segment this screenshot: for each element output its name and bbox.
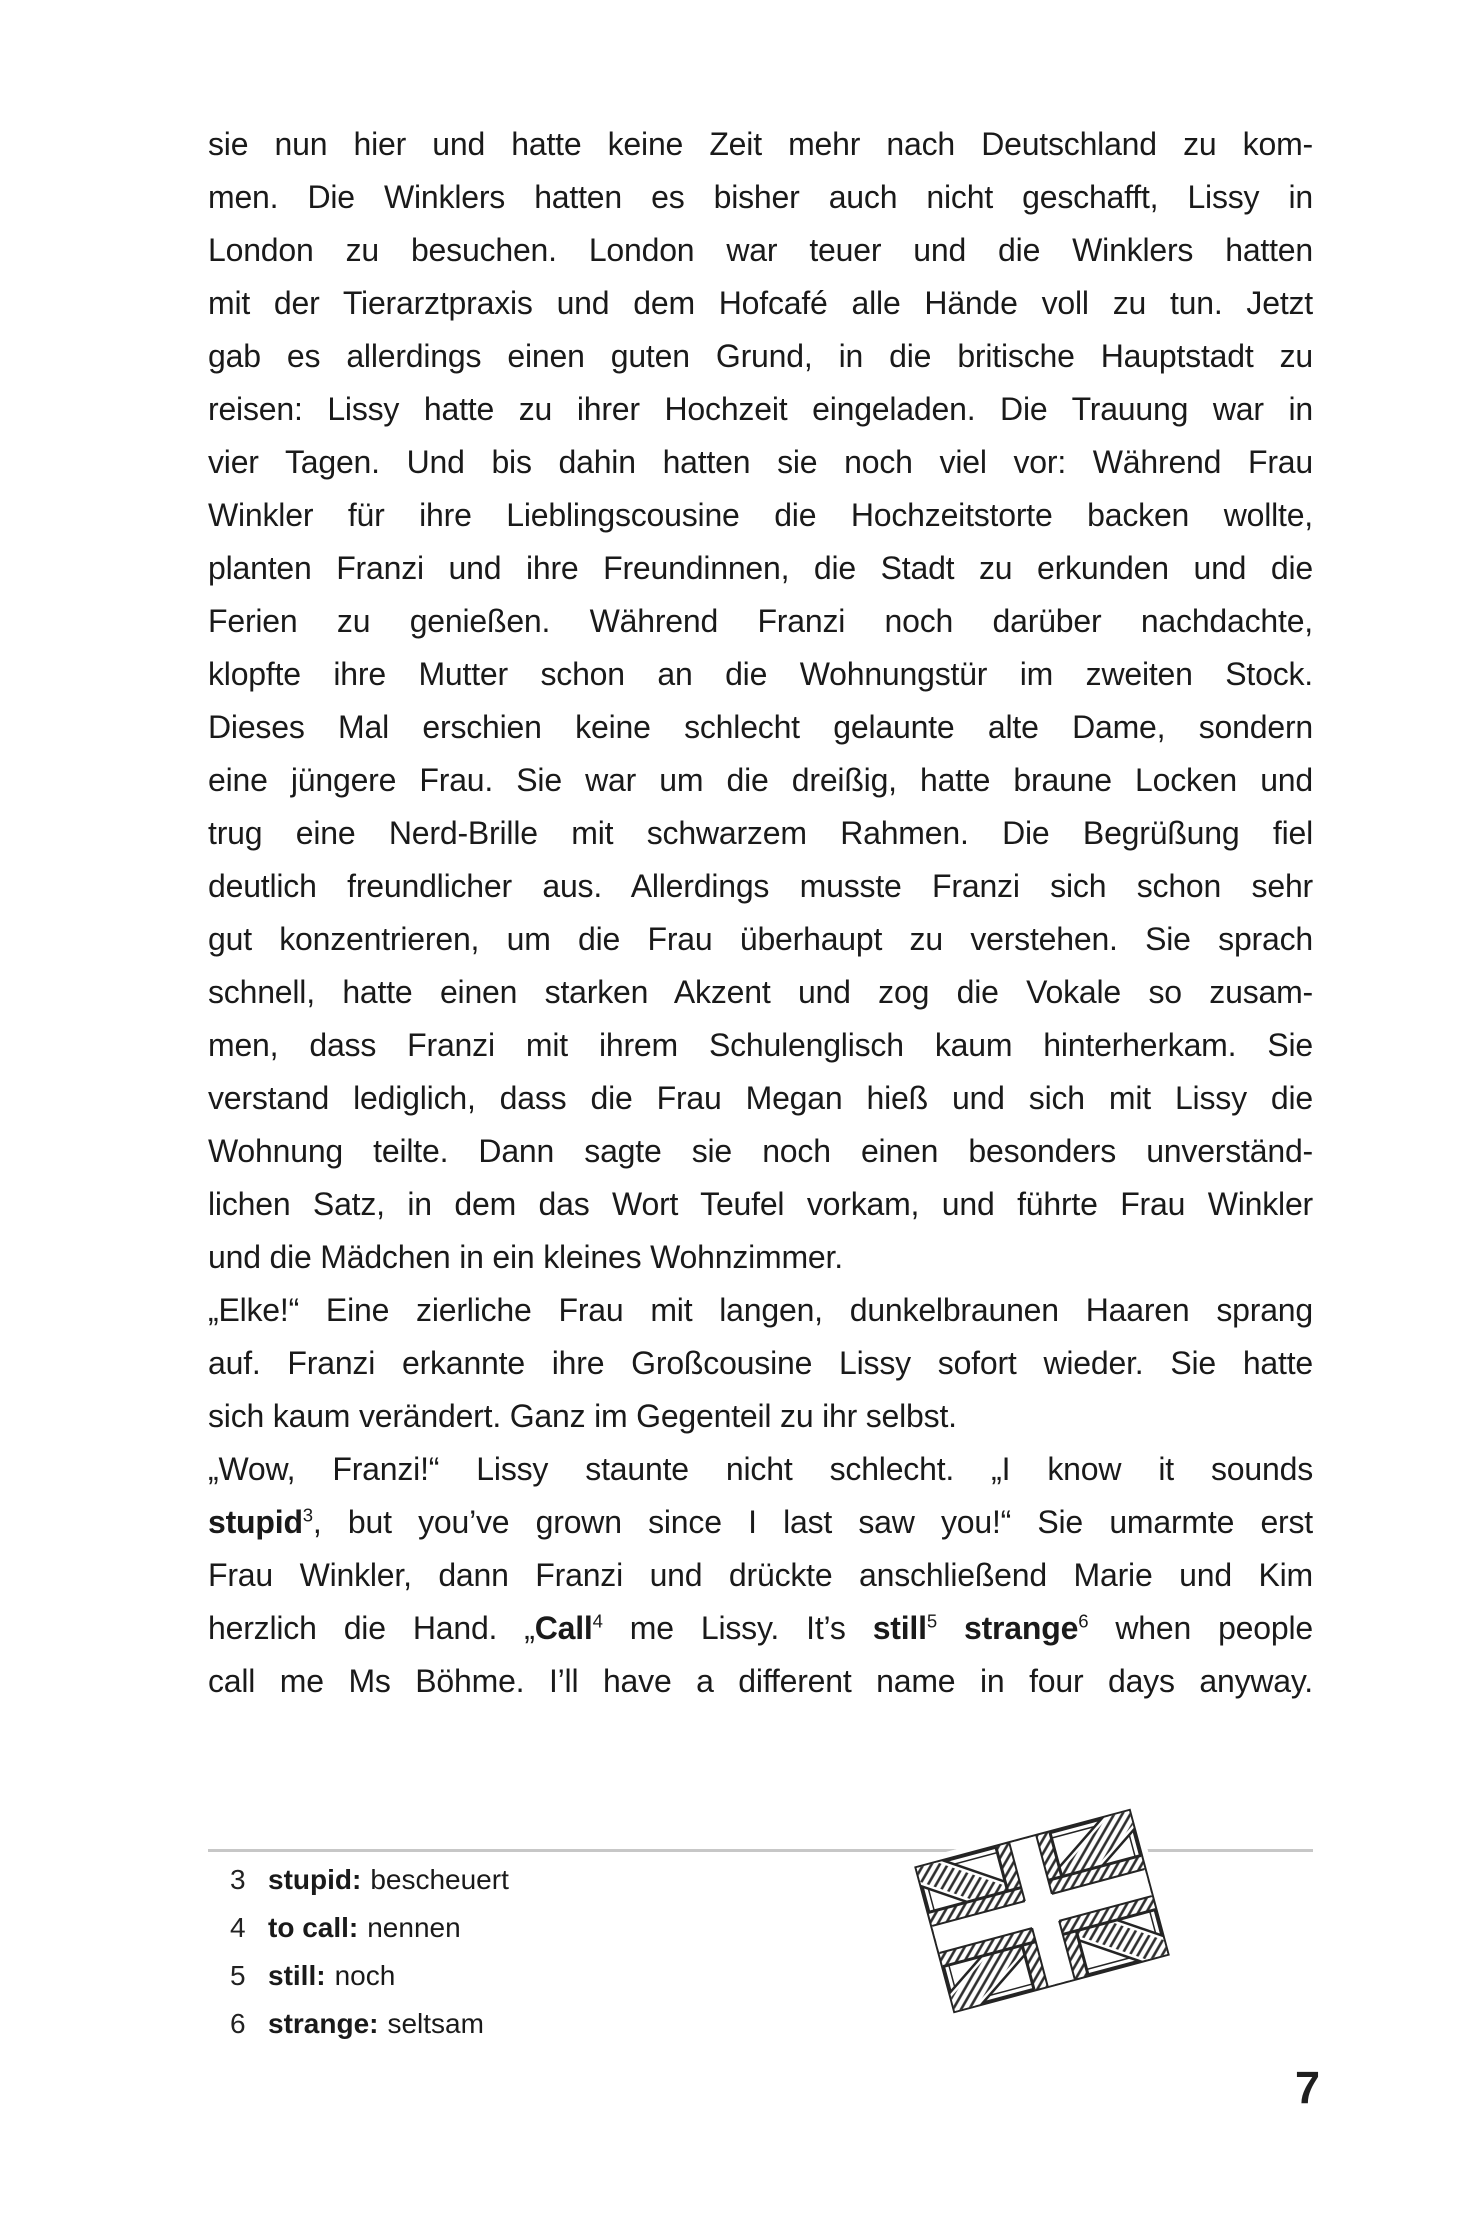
footnote-reference: 5 [926,1610,937,1632]
body-text-segment: men. Die Winklers hatten es bisher auch nicht geschafft, Lissy in [208,179,1313,215]
body-text-segment: London zu besuchen. London war teuer und die Winklers hatten [208,232,1313,268]
body-line [208,330,1313,383]
body-text-segment: mit der Tierarztpraxis und dem Hofcafé alle Hände voll zu tun. Jetzt [208,285,1313,321]
footnote-translation: nennen [367,1912,461,1943]
body-text-segment: „Wow, Franzi!“ Lissy staunte nicht schlecht. „I know it sounds [208,1451,1313,1487]
footnote-term: stupid: [268,1864,362,1895]
footnote-row [208,1952,968,2000]
body-text-segment: Dieses Mal erschien keine schlecht gelaunte alte Dame, sondern [208,709,1313,745]
body-text-segment: Call [534,1610,593,1646]
body-text [208,118,1313,1708]
footnotes [208,1856,968,2048]
body-text-segment: sie nun hier und hatte keine Zeit mehr nach Deutschland zu kom- [208,126,1313,162]
body-line [208,1496,1313,1549]
body-line [208,1549,1313,1602]
body-line [208,966,1313,1019]
body-line [208,1125,1313,1178]
body-line [208,171,1313,224]
body-text-segment: lichen Satz, in dem das Wort Teufel vorkam, und führte Frau Winkler [208,1186,1313,1222]
body-line [208,489,1313,542]
body-text-segment: strange [936,1610,1079,1646]
union-jack-flag [907,1801,1177,2020]
body-line [208,1337,1313,1390]
body-line [208,1284,1313,1337]
body-text-segment: Winkler für ihre Lieblingscousine die Hochzeitstorte backen wollte, [208,497,1313,533]
body-line [208,701,1313,754]
footnote-translation: bescheuert [370,1864,509,1895]
body-text-segment: sich kaum verändert. Ganz im Gegenteil zu ihr selbst. [208,1398,957,1434]
footnote-row [208,2000,968,2048]
body-line [208,383,1313,436]
footnote-reference: 3 [302,1504,313,1526]
footnote-number: 5 [230,1960,246,1991]
body-text-segment: eine jüngere Frau. Sie war um die dreißig, hatte braune Locken und [208,762,1313,798]
footnote-number: 6 [230,2008,246,2039]
union-jack-flag-icon [907,1801,1177,2020]
body-text-segment: gut konzentrieren, um die Frau überhaupt zu verstehen. Sie sprach [208,921,1313,957]
footnote-row [208,1856,968,1904]
body-line [208,1390,1313,1443]
body-text-segment: trug eine Nerd-Brille mit schwarzem Rahmen. Die Begrüßung fiel [208,815,1313,851]
body-text-segment: planten Franzi und ihre Freundinnen, die Stadt zu erkunden und die [208,550,1313,586]
body-line [208,1443,1313,1496]
body-text-segment: gab es allerdings einen guten Grund, in die britische Hauptstadt zu [208,338,1313,374]
footnote-term: to call: [268,1912,359,1943]
body-text-segment: , but you’ve grown since I last saw you!“ Sie umarmte erst [312,1504,1313,1540]
footnote-row [208,1904,968,1952]
page-number: 7 [1294,2062,1320,2113]
body-line [208,860,1313,913]
footnote-translation: seltsam [387,2008,484,2039]
body-text-segment: Ferien zu genießen. Während Franzi noch darüber nachdachte, [208,603,1313,639]
body-line [208,1178,1313,1231]
footnote-term: strange: [268,2008,379,2039]
body-line [208,913,1313,966]
body-text-segment: schnell, hatte einen starken Akzent und zog die Vokale so zusam- [208,974,1313,1010]
body-text-segment: und die Mädchen in ein kleines Wohnzimmer. [208,1239,843,1275]
body-line [208,807,1313,860]
body-text-segment: me Lissy. It’s [602,1610,873,1646]
footnote-number: 3 [230,1864,246,1895]
footnote-term: still: [268,1960,326,1991]
body-line [208,1072,1313,1125]
body-line [208,754,1313,807]
body-line [208,277,1313,330]
body-text-segment: herzlich die Hand. „ [208,1610,535,1646]
body-text-segment: vier Tagen. Und bis dahin hatten sie noch viel vor: Während Frau [208,444,1313,480]
body-text-segment: „Elke!“ Eine zierliche Frau mit langen, dunkelbraunen Haaren sprang [208,1292,1313,1328]
footnote-reference: 6 [1078,1610,1089,1632]
body-line [208,224,1313,277]
body-text-segment: klopfte ihre Mutter schon an die Wohnungstür im zweiten Stock. [208,656,1313,692]
footnote-number: 4 [230,1912,246,1943]
body-line [208,1231,1313,1284]
body-text-segment: deutlich freundlicher aus. Allerdings musste Franzi sich schon sehr [208,868,1313,904]
body-text-segment: still [872,1610,927,1646]
body-line [208,1602,1313,1655]
body-text-segment: auf. Franzi erkannte ihre Großcousine Lissy sofort wieder. Sie hatte [208,1345,1313,1381]
footnote-reference: 4 [592,1610,603,1632]
body-text-segment: stupid [208,1504,303,1540]
body-text-segment: men, dass Franzi mit ihrem Schulenglisch kaum hinterherkam. Sie [208,1027,1313,1063]
body-line [208,1655,1313,1708]
footnote-translation: noch [334,1960,396,1991]
body-line [208,542,1313,595]
body-text-segment: verstand lediglich, dass die Frau Megan hieß und sich mit Lissy die [208,1080,1313,1116]
body-text-segment: Wohnung teilte. Dann sagte sie noch einen besonders unverständ- [208,1133,1313,1169]
body-line [208,595,1313,648]
body-line [208,436,1313,489]
body-line [208,648,1313,701]
body-text-segment: Frau Winkler, dann Franzi und drückte anschließend Marie und Kim [208,1557,1313,1593]
body-text-segment: call me Ms Böhme. I’ll have a different name in four days anyway. [208,1663,1313,1699]
body-text-segment: reisen: Lissy hatte zu ihrer Hochzeit eingeladen. Die Trauung war in [208,391,1313,427]
body-text-segment: when people [1088,1610,1313,1646]
body-line [208,118,1313,171]
body-line [208,1019,1313,1072]
